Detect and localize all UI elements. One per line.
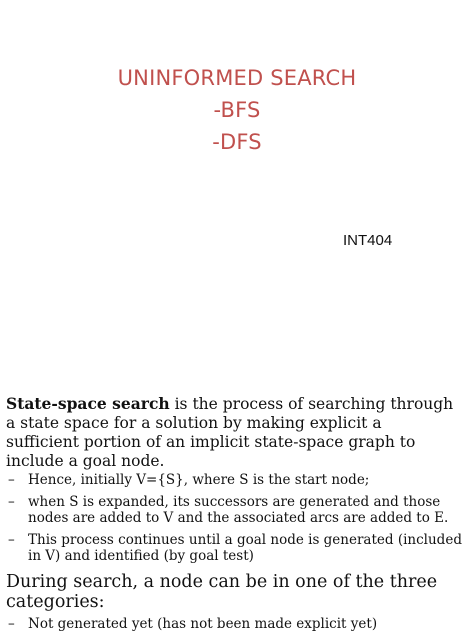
bullet-dash: – bbox=[8, 494, 15, 510]
slide-title-line-2: -BFS bbox=[213, 98, 261, 122]
list-item bbox=[8, 616, 468, 632]
content-slide bbox=[0, 360, 474, 632]
slide-title-line-1: UNINFORMED SEARCH bbox=[117, 66, 357, 90]
slide-title-line-3: -DFS bbox=[212, 130, 262, 154]
bullet-dash: – bbox=[8, 472, 15, 488]
definition-text: is the process of searching through a state space for a solution by making explicit a sufficient portion of an implicit state-space graph to include a goal node. bbox=[6, 395, 454, 470]
definition-paragraph bbox=[6, 394, 458, 471]
bullet-list bbox=[8, 472, 468, 570]
bullet-dash: – bbox=[8, 532, 15, 548]
list-item bbox=[8, 472, 468, 488]
list-item bbox=[8, 532, 468, 564]
bullet-dash: – bbox=[8, 616, 15, 632]
bullet-text: when S is expanded, its successors are generated and those nodes are added to V and the associated arcs are added to E. bbox=[28, 494, 449, 526]
course-code: INT404 bbox=[343, 232, 393, 249]
category-list bbox=[8, 616, 468, 632]
bullet-text: This process continues until a goal node is generated (included in V) and identified (by goal test) bbox=[28, 532, 462, 564]
definition-term: State-space search bbox=[6, 394, 170, 413]
categories-heading: During search, a node can be in one of the three categories: bbox=[6, 572, 438, 612]
list-item bbox=[8, 494, 468, 526]
bullet-text: Hence, initially V={S}, where S is the start node; bbox=[28, 472, 370, 488]
bullet-text: Not generated yet (has not been made explicit yet) bbox=[28, 616, 378, 632]
